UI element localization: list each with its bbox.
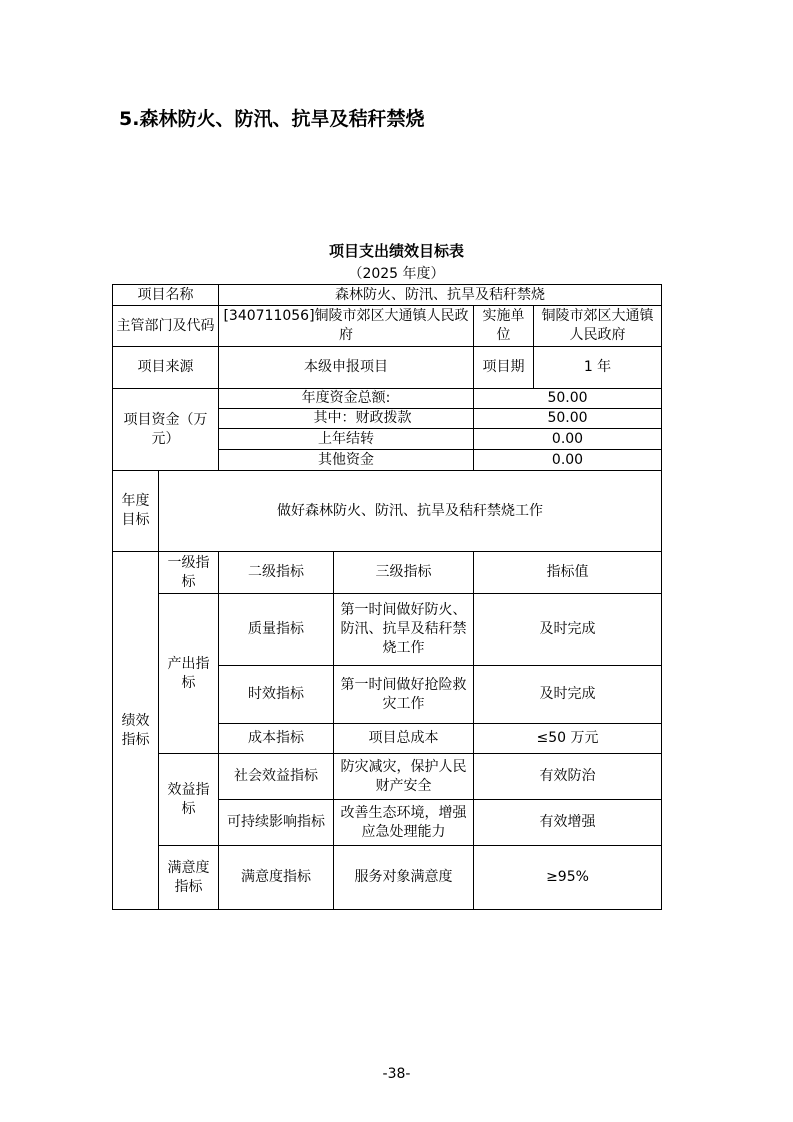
funds-fiscal-value: 50.00 [474,409,662,429]
satisfaction-label: 满意度指标 [219,846,334,910]
quality-value: 及时完成 [474,594,662,666]
funds-carry-value: 0.00 [474,429,662,450]
goal-label: 年度目标 [113,471,159,552]
row-social [113,754,662,800]
timely-label: 时效指标 [219,666,334,724]
satisfaction-value: ≥95% [474,846,662,910]
impl-label: 实施单位 [474,306,534,347]
sustain-value: 有效增强 [474,800,662,846]
row-dept [113,306,662,347]
social-level3: 防灾减灾，保护人民财产安全 [334,754,474,800]
project-name-value: 森林防火、防汛、抗旱及秸秆禁烧 [219,285,662,306]
project-name-label: 项目名称 [113,285,219,306]
benefit-label: 效益指标 [159,754,219,846]
timely-value: 及时完成 [474,666,662,724]
section-heading: 5.森林防火、防汛、抗旱及秸秆禁烧 [119,108,425,130]
output-label: 产出指标 [159,594,219,754]
funds-label: 项目资金（万元） [113,389,219,471]
level1-header: 一级指标 [159,552,219,594]
sustain-level3: 改善生态环境，增强应急处理能力 [334,800,474,846]
cost-value: ≤50 万元 [474,724,662,754]
row-funds-total [113,389,662,409]
period-value: 1 年 [534,347,662,389]
funds-other-label: 其他资金 [219,450,474,471]
level3-header: 三级指标 [334,552,474,594]
source-value: 本级申报项目 [219,347,474,389]
row-indicator-header [113,552,662,594]
table-title: 项目支出绩效目标表 [328,242,464,260]
row-project-name [113,285,662,306]
dept-value: [340711056]铜陵市郊区大通镇人民政府 [219,306,474,347]
page-number: -38- [382,1066,411,1082]
source-label: 项目来源 [113,347,219,389]
cost-label: 成本指标 [219,724,334,754]
indicator-group-label: 绩效指标 [113,552,159,910]
table-subtitle: （2025 年度） [348,266,445,282]
social-label: 社会效益指标 [219,754,334,800]
quality-level3: 第一时间做好防火、防汛、抗旱及秸秆禁烧工作 [334,594,474,666]
row-goal [113,471,662,552]
row-satisfaction [113,846,662,910]
funds-fiscal-label: 其中：财政拨款 [219,409,474,429]
sustain-label: 可持续影响指标 [219,800,334,846]
performance-table [112,284,662,910]
satisfaction-group-label: 满意度指标 [159,846,219,910]
value-header: 指标值 [474,552,662,594]
level2-header: 二级指标 [219,552,334,594]
dept-label: 主管部门及代码 [113,306,219,347]
timely-level3: 第一时间做好抢险救灾工作 [334,666,474,724]
satisfaction-level3: 服务对象满意度 [334,846,474,910]
cost-level3: 项目总成本 [334,724,474,754]
period-label: 项目期 [474,347,534,389]
impl-value: 铜陵市郊区大通镇人民政府 [534,306,662,347]
row-quality [113,594,662,666]
goal-value: 做好森林防火、防汛、抗旱及秸秆禁烧工作 [159,471,662,552]
social-value: 有效防治 [474,754,662,800]
funds-carry-label: 上年结转 [219,429,474,450]
row-source [113,347,662,389]
funds-total-value: 50.00 [474,389,662,409]
funds-total-label: 年度资金总额: [219,389,474,409]
funds-other-value: 0.00 [474,450,662,471]
quality-label: 质量指标 [219,594,334,666]
